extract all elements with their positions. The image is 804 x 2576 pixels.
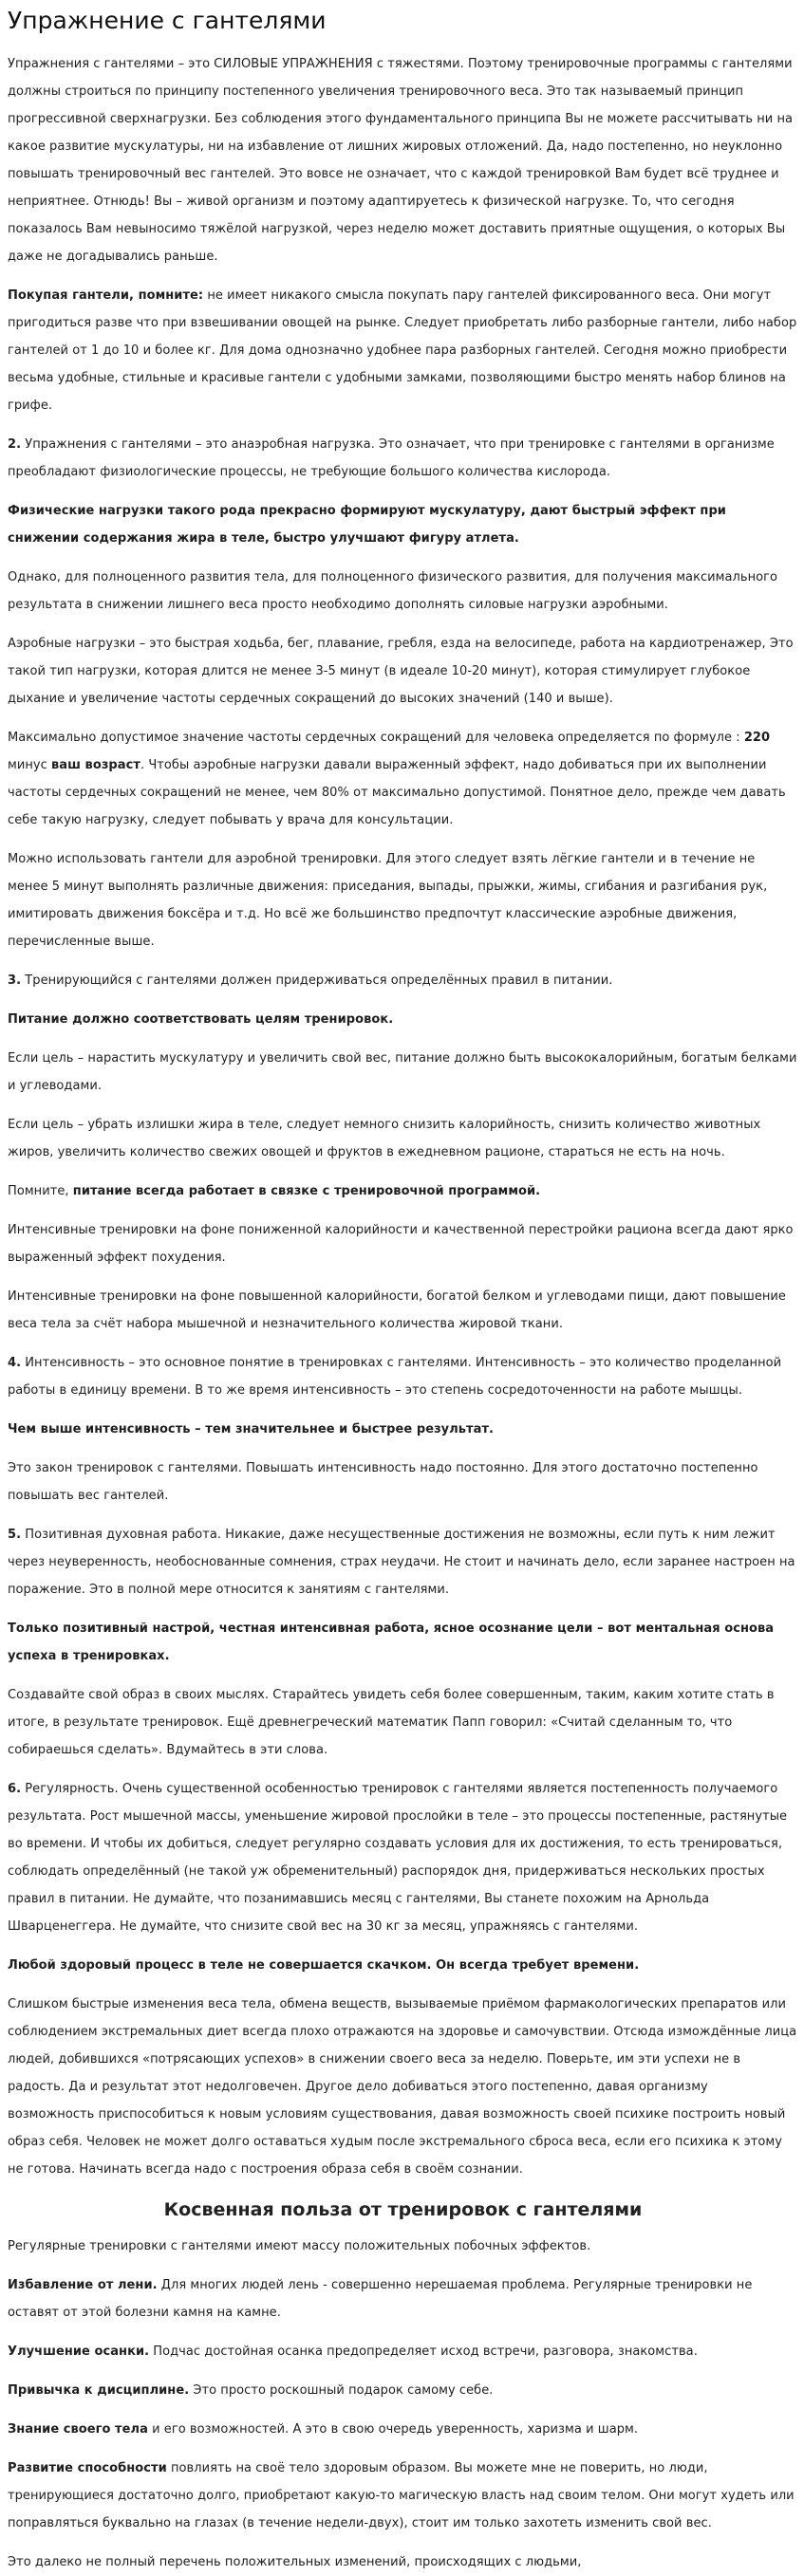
text-segment: Для многих людей лень - совершенно нерешаемая проблема. Регулярные тренировки не оставят от этой болезни камня на камне. [8,2278,753,2320]
text-segment: Упражнения с гантелями – это анаэробная нагрузка. Это означает, что при тренировке с гантелями в организме преобладают физиологические процессы, не требующие большого количества кислорода. [8,437,775,479]
paragraph [8,2338,798,2365]
section-heading: Косвенная польза от тренировок с гантелями [163,2199,643,2220]
paragraph [8,1349,798,1404]
paragraph [8,2233,798,2260]
paragraph [8,2548,798,2576]
paragraph [8,1177,798,1205]
text-segment: и его возможностей. А это в свою очередь уверенность, харизма и шарм. [147,2422,639,2437]
text-segment: Упражнения с гантелями – это СИЛОВЫЕ УПРАЖНЕНИЯ с тяжестями. Поэтому тренировочные программы с гантелями должны строиться по принципу постепенного увеличения тренировочного веса. Это так называемый принцип прогрессивной сверхнагрузки. Без соблюдения этого фундаментального принципа Вы не можете рассчитывать ни на какое развитие мускулатуры, ни на избавление от лишних жировых отложений. Да, надо постепенно, но неуклонно повышать тренировочный вес гантелей. Это вовсе не означает, что с каждой тренировкой Вам будет всё труднее и неприятнее. Отнюдь! Вы – живой организм и поэтому адаптируетесь к физической нагрузке. То, что сегодня показалось Вам невыносимо тяжёлой нагрузкой, через неделю может доставить приятные ощущения, о которых Вы даже не догадывались раньше. [8,57,794,264]
paragraph [8,2377,798,2404]
paragraph [8,1455,798,1510]
bold-text: Развитие способности [8,2461,167,2475]
text-segment: Это далеко не полный перечень положительных изменений, происходящих с людьми, [8,2555,582,2569]
bold-text: Улучшение осанки. [8,2344,150,2359]
bold-text: Избавление от лени. [8,2278,158,2292]
bold-text: Любой здоровый процесс в теле не совершается скачком. Он всегда требует времени. [8,1958,640,1973]
paragraph [8,50,798,270]
paragraph [8,967,798,994]
text-segment: минус [8,758,52,772]
page-title: Упражнение с гантелями [8,7,327,34]
paragraph [8,282,798,419]
text-segment: Аэробные нагрузки – это быстрая ходьба, бег, плавание, гребля, езда на велосипеде, работа на кардиотренажер, Это такой тип нагрузки, которая длится не менее 3-5 минут (в идеале 10-20 минут), которая стимулирует глубокое дыхание и увеличение частоты сердечных сокращений до высоких значений (140 и выше). [8,637,794,706]
bold-text: 5. [8,1528,22,1542]
text-segment: Регулярность. Очень существенной особенностью тренировок с гантелями является постепенность получаемого результата. Рост мышечной массы, уменьшение жировой прослойки в теле – это процессы постепенные, растянутые во времени. И чтобы их добиться, следует регулярно создавать условия для их достижения, то есть тренироваться, соблюдать определённый (не такой уж обременительный) распорядок дня, придерживаться нескольких простых правил в питании. Не думайте, что позанимавшись месяц с гантелями, Вы станете похожим на Арнольда Шварценеггера. Не думайте, что снизите свой вес на 30 кг за месяц, упражняясь с гантелями. [8,1782,788,1934]
text-segment: повлиять на своё тело здоровым образом. Вы можете мне не поверить, но люди, тренирующиеся достаточно долго, приобретают какую-то магическую власть над своим телом. Они могут худеть или поправляться буквально на глазах (в течение недели-двух), стоит им только захотеть изменить свой вес. [8,2461,795,2530]
paragraph [8,1006,798,1033]
text-segment: Тренирующийся с гантелями должен придерживаться определённых правил в питании. [21,973,613,988]
paragraph [8,2271,798,2326]
text-segment: Можно использовать гантели для аэробной тренировки. Для этого следует взять лёгкие гантели и в течение не менее 5 минут выполнять различные движения: приседания, выпады, прыжки, жимы, сгибания и разгибания рук, имитировать движения боксёра и т.д. Но всё же большинство предпочтут классические аэробные движения, перечисленные выше. [8,852,768,949]
article-body [8,50,798,2183]
paragraph [8,1991,798,2183]
text-segment: Если цель – нарастить мускулатуру и увеличить свой вес, питание должно быть высококалорийным, богатым белками и углеводами. [8,1051,797,1093]
paragraph [8,1111,798,1166]
paragraph [8,630,798,713]
paragraph [8,431,798,486]
paragraph [8,1775,798,1940]
paragraph [8,564,798,619]
paragraph [8,1216,798,1271]
text-segment: . Чтобы аэробные нагрузки давали выраженный эффект, надо добиваться при их выполнении частоты сердечных сокращений не менее, чем 80% от максимально допустимой. Понятное дело, прежде чем давать себе такую нагрузку, следует побывать у врача для консультации. [8,758,786,827]
text-segment: Слишком быстрые изменения веса тела, обмена веществ, вызываемые приёмом фармакологических препаратов или соблюдением экстремальных диет всегда плохо отражаются на здоровье и самочувствии. Отсюда измождённые лица людей, добившихся «потрясающих успехов» в снижении своего веса за неделю. Поверьте, им эти успехи не в радость. Да и результат этот недолговечен. Другое дело добиваться этого постепенно, давая организму возможность приспособиться к новым условиям существования, давая возможность своей психике построить новый образ себя. Человек не может долго оставаться худым после экстремального сброса веса, если его психика к этому не готова. Начинать всегда надо с построения образа себя в своём сознании. [8,1997,797,2177]
text-segment: Это закон тренировок с гантелями. Повышать интенсивность надо постоянно. Для этого достаточно постепенно повышать вес гантелей. [8,1461,758,1503]
bold-text: Чем выше интенсивность – тем значительнее и быстрее результат. [8,1422,495,1436]
text-segment: Если цель – убрать излишки жира в теле, следует немного снизить калорийность, снизить количество животных жиров, увеличить количество свежих овощей и фруктов в ежедневном рационе, стараться не есть на ночь. [8,1118,761,1159]
paragraph [8,1615,798,1670]
bold-text: Покупая гантели, помните: [8,288,204,303]
text-segment: Создавайте свой образ в своих мыслях. Старайтесь увидеть себя более совершенным, таким, каким хотите стать в итоге, в результате тренировок. Ещё древнегреческий математик Папп говорил: «Считай сделанным то, что собираешься сделать». Вдумайтесь в эти слова. [8,1688,775,1757]
text-segment: Максимально допустимое значение частоты сердечных сокращений для человека определяется по формуле : [8,731,744,745]
paragraph [8,497,798,552]
text-segment: Подчас достойная осанка предопределяет исход встречи, разговора, знакомства. [149,2344,698,2359]
bold-text: Знание своего тела [8,2422,148,2437]
paragraph [8,845,798,955]
text-segment: Это просто роскошный подарок самому себе. [189,2383,494,2398]
text-segment: Интенсивные тренировки на фоне пониженной калорийности и качественной перестройки рациона всегда дают яркo выраженный эффект похудения. [8,1223,794,1265]
bold-text: Физические нагрузки такого рода прекрасно формируют мускулатуру, дают быстрый эффект при снижении содержания жира в теле, быстро улучшают фигуру атлета. [8,504,726,546]
bold-text: Питание должно соответствовать целям тренировок. [8,1012,394,1027]
text-segment: Регулярные тренировки с гантелями имеют массу положительных побочных эффектов. [8,2239,591,2253]
text-segment: Интенсивные тренировки на фоне повышенной калорийности, богатой белком и углеводами пищи, дают повышение веса тела за счёт набора мышечной и незначительного количества жировой ткани. [8,1289,786,1331]
bold-text: ваш возраст [51,758,140,772]
text-segment: Интенсивность – это основное понятие в тренировках с гантелями. Интенсивность – это количество проделанной работы в единицу времени. В то же время интенсивность – это степень сосредоточенности на работе мышцы. [8,1356,782,1398]
bold-text: 220 [743,731,771,745]
paragraph [8,1416,798,1443]
bold-text: 6. [8,1782,22,1796]
bold-text: 2. [8,437,22,452]
text-segment: не имеет никакого смысла покупать пару гантелей фиксированного веса. Они могут пригодиться разве что при взвешивании овощей на рынке. Следует приобретать либо разборные гантели, либо набор гантелей от 1 до 10 и более кг. Для дома однозначно удобнее пара разборных гантелей. Сегодня можно приобрести весьма удобные, стильные и красивые гантели с удобными замками, позволяющими быстро менять набор блинов на грифе. [8,288,797,413]
paragraph [8,1681,798,1764]
paragraph [8,1045,798,1100]
text-segment: Помните, [8,1184,73,1198]
article-body-secondary [8,2233,798,2576]
paragraph [8,2416,798,2443]
text-segment: Однако, для полноценного развития тела, для полноценного физического развития, для получения максимального результата в снижении лишнего веса просто необходимо дополнять силовые нагрузки аэробными. [8,570,778,612]
bold-text: 3. [8,973,22,988]
paragraph [8,2455,798,2537]
bold-text: Только позитивный настрой, честная интенсивная работа, ясное осознание цели – вот ментальная основа успеха в тренировках. [8,1622,775,1663]
bold-text: 4. [8,1356,22,1370]
bold-text: Привычка к дисциплине. [8,2383,190,2398]
paragraph [8,724,798,834]
text-segment: Позитивная духовная работа. Никакие, даже несущественные достижения не возможны, если путь к ним лежит через неуверенность, необоснованные сомнения, страх неудачи. Не стоит и начинать дело, если заранее настроен на поражение. Это в полной мере относится к занятиям с гантелями. [8,1528,795,1597]
paragraph [8,1283,798,1338]
paragraph [8,1952,798,1979]
paragraph [8,1521,798,1603]
bold-text: питание всегда работает в связке с тренировочной программой. [72,1184,541,1198]
